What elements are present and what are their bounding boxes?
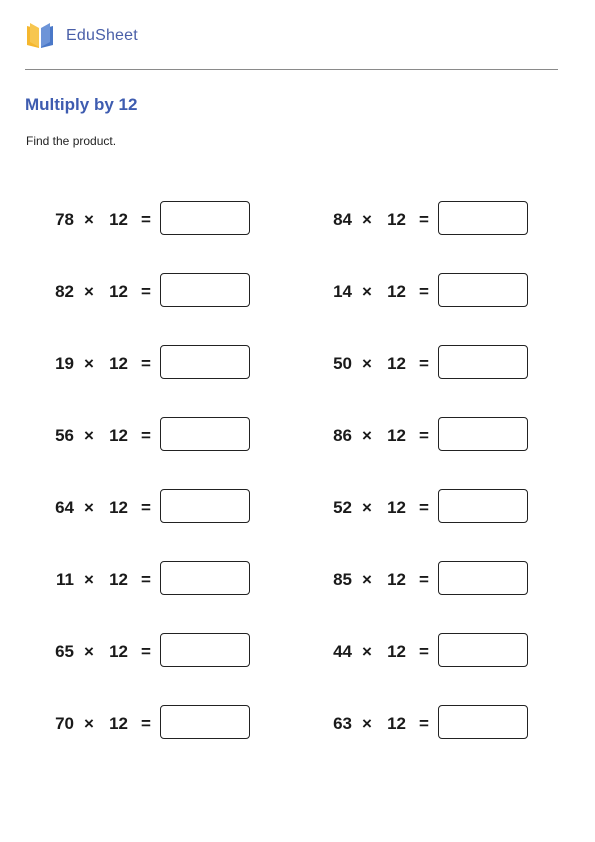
open-book-icon — [24, 20, 56, 52]
times-sign: × — [84, 714, 94, 733]
multiplicand: 50 — [333, 354, 352, 373]
answer-box[interactable] — [160, 489, 250, 523]
multiplicand: 19 — [55, 354, 74, 373]
multiplier: 12 — [387, 354, 406, 373]
answer-box[interactable] — [438, 561, 528, 595]
multiplicand: 11 — [56, 570, 74, 589]
times-sign: × — [362, 714, 372, 733]
multiplicand: 78 — [55, 210, 74, 229]
multiplier: 12 — [109, 570, 128, 589]
equals-sign: = — [141, 498, 151, 517]
multiplier: 12 — [109, 714, 128, 733]
equals-sign: = — [419, 426, 429, 445]
header-divider — [25, 69, 558, 70]
times-sign: × — [362, 426, 372, 445]
times-sign: × — [84, 498, 94, 517]
answer-box[interactable] — [438, 417, 528, 451]
times-sign: × — [84, 282, 94, 301]
answer-box[interactable] — [160, 345, 250, 379]
multiplicand: 70 — [55, 714, 74, 733]
equals-sign: = — [419, 570, 429, 589]
multiplicand: 85 — [333, 570, 352, 589]
equals-sign: = — [141, 426, 151, 445]
answer-box[interactable] — [438, 705, 528, 739]
multiplicand: 14 — [333, 282, 352, 301]
equals-sign: = — [141, 570, 151, 589]
multiplier: 12 — [387, 714, 406, 733]
answer-box[interactable] — [160, 705, 250, 739]
multiplier: 12 — [387, 642, 406, 661]
equals-sign: = — [141, 642, 151, 661]
brand-name: EduSheet — [66, 27, 138, 44]
equals-sign: = — [419, 714, 429, 733]
multiplier: 12 — [109, 642, 128, 661]
answer-box[interactable] — [438, 633, 528, 667]
multiplier: 12 — [109, 426, 128, 445]
multiplier: 12 — [387, 210, 406, 229]
equals-sign: = — [419, 498, 429, 517]
answer-box[interactable] — [160, 201, 250, 235]
multiplier: 12 — [387, 570, 406, 589]
answer-box[interactable] — [160, 417, 250, 451]
worksheet-title: Multiply by 12 — [25, 95, 138, 114]
multiplicand: 56 — [55, 426, 74, 445]
times-sign: × — [362, 210, 372, 229]
worksheet-instructions: Find the product. — [26, 134, 117, 148]
multiplier: 12 — [387, 498, 406, 517]
times-sign: × — [84, 426, 94, 445]
times-sign: × — [84, 570, 94, 589]
equals-sign: = — [141, 210, 151, 229]
multiplier: 12 — [109, 498, 128, 517]
answer-box[interactable] — [438, 489, 528, 523]
answer-box[interactable] — [438, 201, 528, 235]
times-sign: × — [362, 570, 372, 589]
answer-box[interactable] — [438, 345, 528, 379]
times-sign: × — [362, 282, 372, 301]
answer-box[interactable] — [438, 273, 528, 307]
times-sign: × — [362, 354, 372, 373]
multiplicand: 52 — [333, 498, 352, 517]
times-sign: × — [362, 498, 372, 517]
multiplicand: 64 — [55, 498, 74, 517]
multiplicand: 44 — [333, 642, 352, 661]
equals-sign: = — [141, 354, 151, 373]
multiplier: 12 — [387, 426, 406, 445]
times-sign: × — [84, 210, 94, 229]
multiplicand: 65 — [55, 642, 74, 661]
answer-box[interactable] — [160, 273, 250, 307]
multiplier: 12 — [109, 282, 128, 301]
equals-sign: = — [141, 714, 151, 733]
equals-sign: = — [419, 282, 429, 301]
times-sign: × — [84, 642, 94, 661]
equals-sign: = — [419, 210, 429, 229]
answer-box[interactable] — [160, 633, 250, 667]
multiplicand: 82 — [55, 282, 74, 301]
answer-box[interactable] — [160, 561, 250, 595]
header — [24, 20, 138, 52]
multiplier: 12 — [387, 282, 406, 301]
equals-sign: = — [419, 354, 429, 373]
times-sign: × — [362, 642, 372, 661]
equals-sign: = — [141, 282, 151, 301]
times-sign: × — [84, 354, 94, 373]
multiplicand: 63 — [333, 714, 352, 733]
multiplier: 12 — [109, 210, 128, 229]
equals-sign: = — [419, 642, 429, 661]
multiplier: 12 — [109, 354, 128, 373]
multiplicand: 86 — [333, 426, 352, 445]
multiplicand: 84 — [333, 210, 352, 229]
